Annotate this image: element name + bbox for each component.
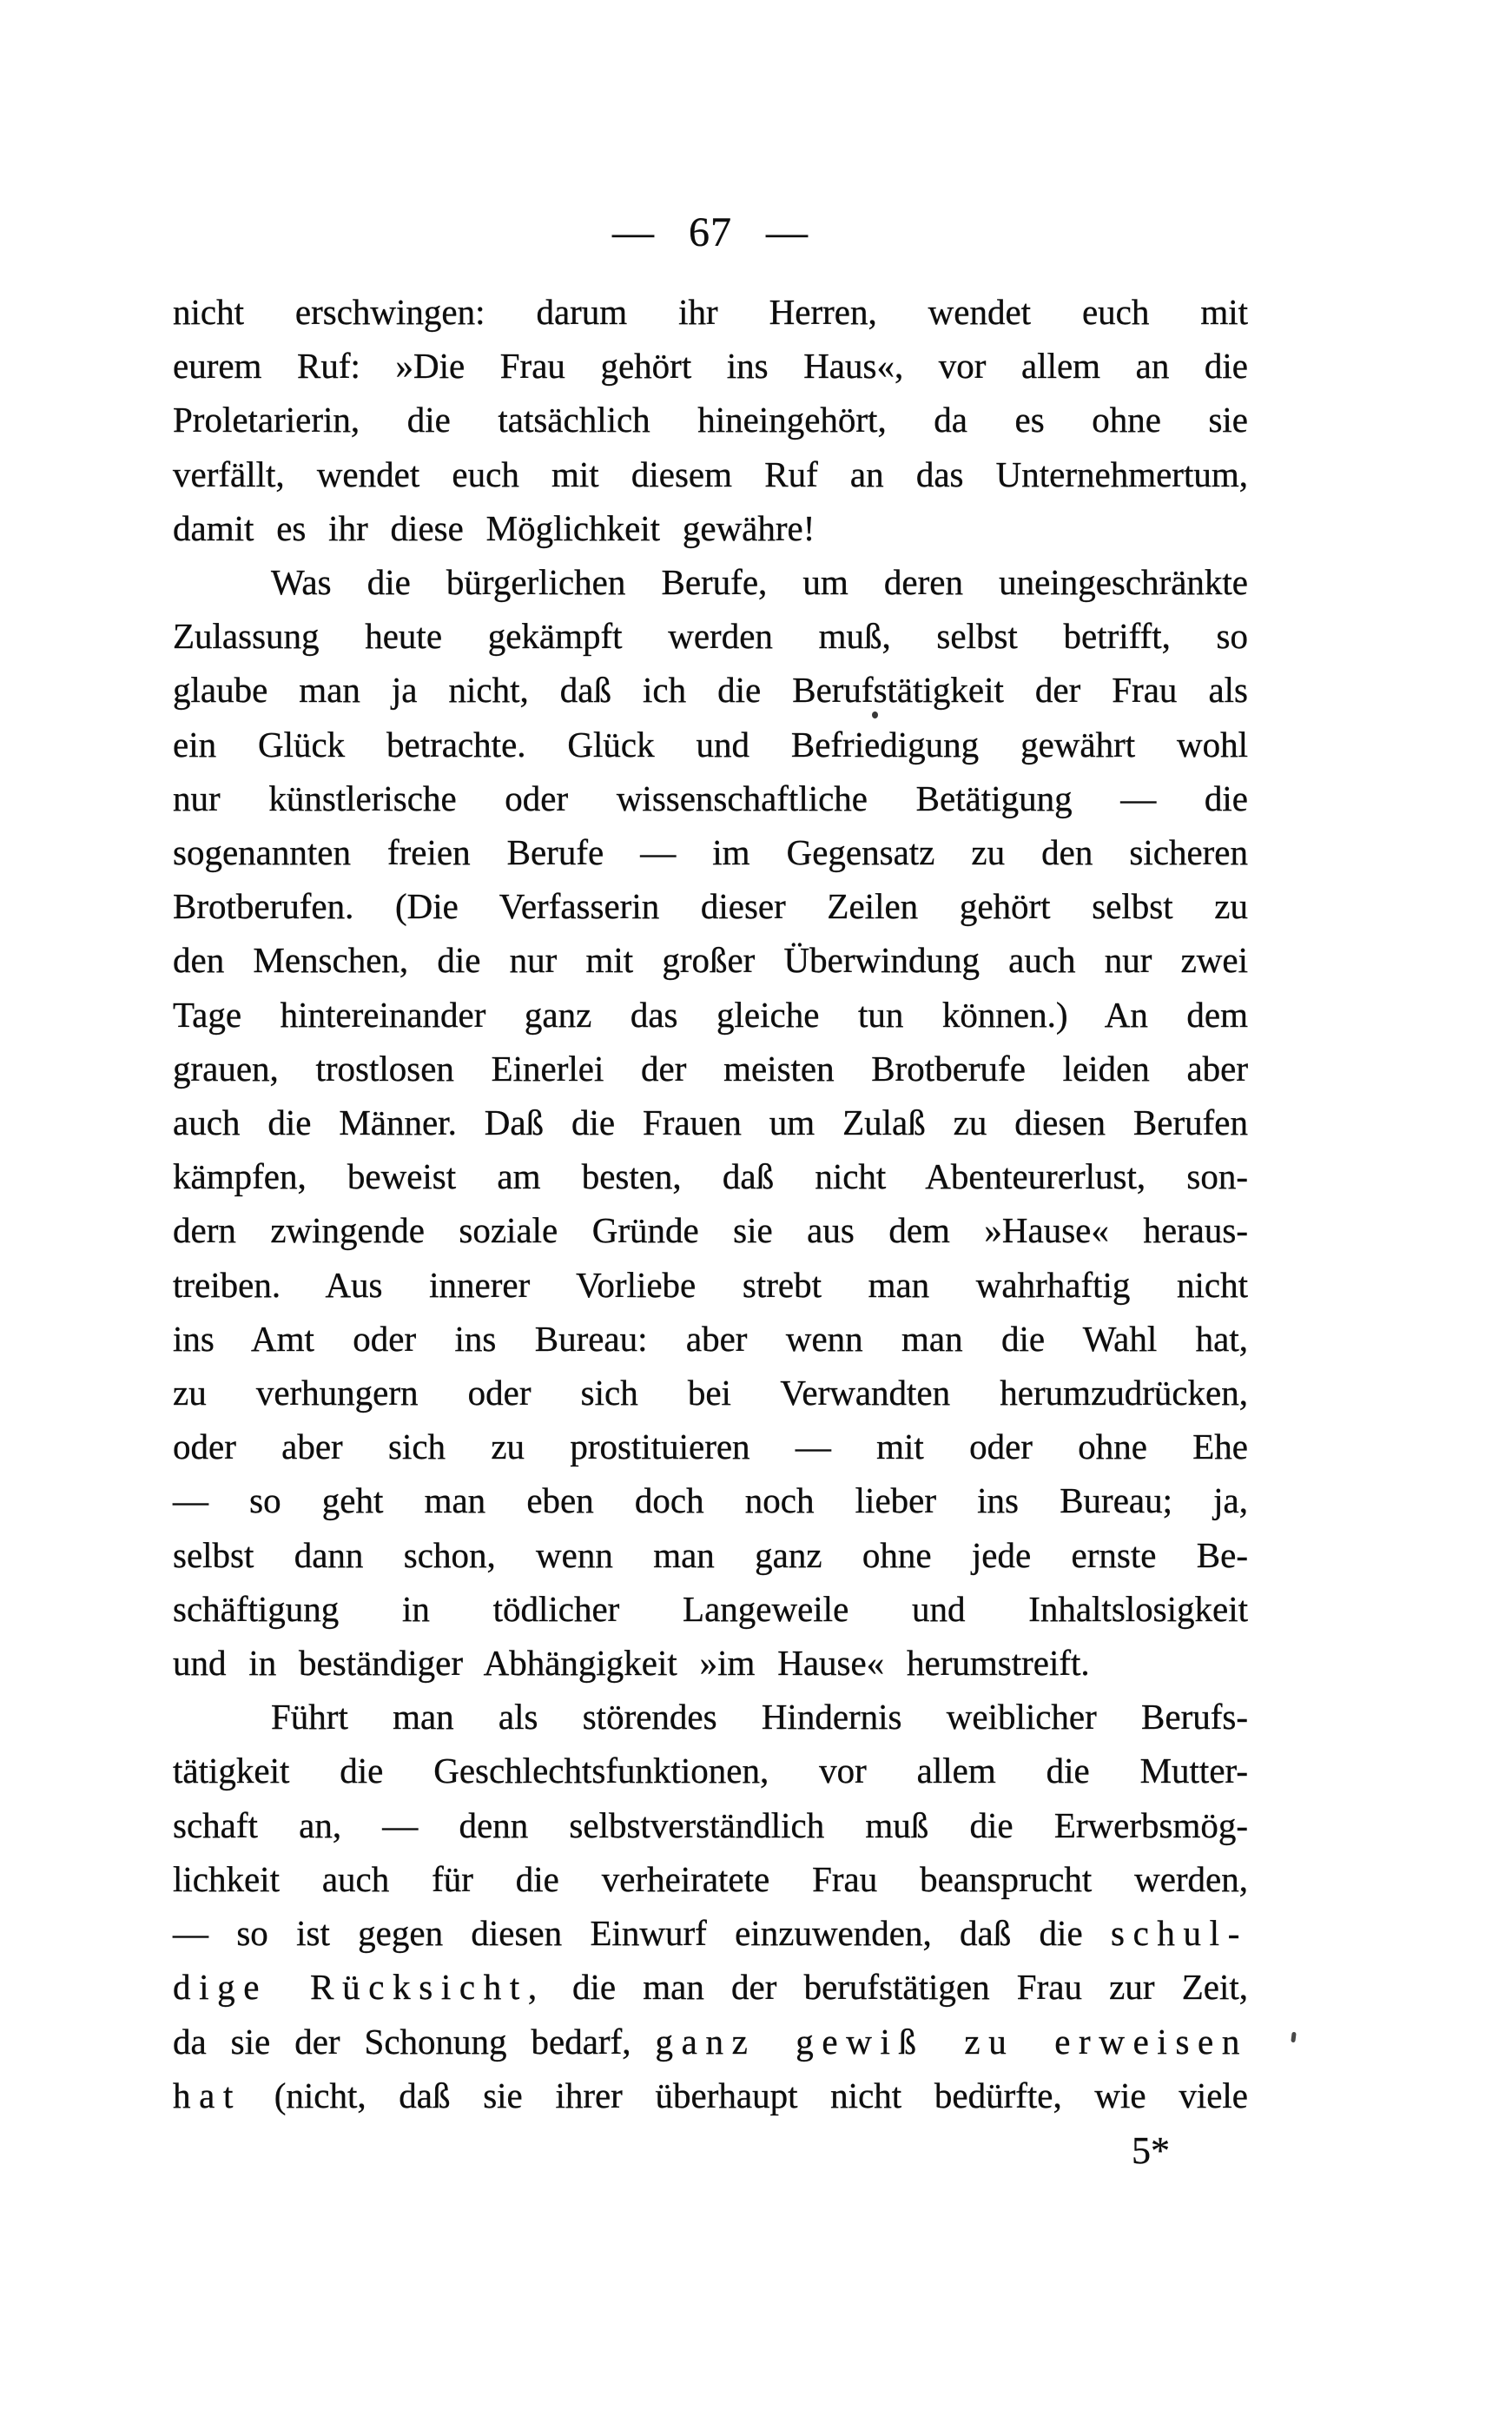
text-line bbox=[173, 1258, 1248, 1312]
text-line bbox=[173, 1042, 1248, 1095]
text-line bbox=[173, 718, 1248, 771]
text-line bbox=[173, 285, 1248, 339]
scan-artifact-mark bbox=[1291, 2032, 1296, 2043]
text-segment: nicht erschwingen: darum ihr Herren, wendet euch mit bbox=[173, 292, 1248, 332]
text-line bbox=[173, 339, 1248, 393]
text-segment: tätigkeit die Geschlechtsfunktionen, vor allem die Mutter- bbox=[173, 1751, 1248, 1791]
text-line bbox=[173, 1420, 1248, 1473]
text-line bbox=[173, 1312, 1248, 1366]
text-line bbox=[173, 771, 1248, 825]
text-segment: ins Amt oder ins Bureau: aber wenn man die Wahl hat, bbox=[173, 1318, 1248, 1359]
text-segment: damit es ihr diese Möglichkeit gewähre! bbox=[173, 507, 815, 548]
text-line bbox=[173, 609, 1248, 663]
text-segment: treiben. Aus innerer Vorliebe strebt man wahrhaftig nicht bbox=[173, 1264, 1248, 1305]
text-segment: da sie der Schonung bedarf, bbox=[173, 2021, 656, 2062]
text-segment: und in beständiger Abhängigkeit »im Hause« herumstreift. bbox=[173, 1643, 1090, 1684]
text-segment: Brotberufen. (Die Verfasserin dieser Zeilen gehört selbst zu bbox=[173, 886, 1248, 927]
text-line bbox=[173, 879, 1248, 933]
text-line bbox=[173, 988, 1248, 1042]
text-line bbox=[173, 501, 1248, 555]
text-line bbox=[173, 1203, 1248, 1257]
printers-signature-mark: 5* bbox=[1132, 2129, 1170, 2172]
text-segment: lichkeit auch für die verheiratete Frau beansprucht werden, bbox=[173, 1858, 1248, 1899]
text-line bbox=[173, 1906, 1248, 1960]
letterspaced-emphasis: hat bbox=[173, 2075, 241, 2115]
text-segment: dern zwingende soziale Gründe sie aus dem »Hause« heraus- bbox=[173, 1210, 1248, 1251]
text-segment: — so ist gegen diesen Einwurf einzuwenden, daß die bbox=[173, 1913, 1111, 1954]
text-segment: Proletarierin, die tatsächlich hineingehört, da es ohne sie bbox=[173, 400, 1248, 440]
text-segment: sogenannten freien Berufe — im Gegensatz zu den sicheren bbox=[173, 832, 1248, 873]
text-segment: nur künstlerische oder wissenschaftliche Betätigung — die bbox=[173, 778, 1248, 818]
text-line bbox=[173, 1960, 1248, 2014]
text-line bbox=[173, 1690, 1248, 1744]
text-segment: oder aber sich zu prostituieren — mit oder ohne Ehe bbox=[173, 1426, 1248, 1467]
text-line bbox=[173, 1149, 1248, 1203]
text-line bbox=[173, 1528, 1248, 1582]
text-segment: ein Glück betrachte. Glück und Befriedigung gewährt wohl bbox=[173, 724, 1248, 765]
letterspaced-emphasis: dige Rücksicht, bbox=[173, 1967, 545, 2008]
body-text-block bbox=[173, 285, 1248, 2122]
text-segment: selbst dann schon, wenn man ganz ohne jede ernste Be- bbox=[173, 1534, 1248, 1575]
text-segment: zu verhungern oder sich bei Verwandten herumzudrücken, bbox=[173, 1373, 1248, 1413]
page-number-folio: — 67 — bbox=[612, 209, 809, 255]
text-line bbox=[173, 1744, 1248, 1797]
text-segment: schäftigung in tödlicher Langeweile und Inhaltslosigkeit bbox=[173, 1588, 1248, 1629]
letterspaced-emphasis: schul- bbox=[1110, 1913, 1248, 1954]
text-line bbox=[173, 2068, 1248, 2122]
text-line bbox=[173, 1095, 1248, 1149]
text-segment: Was die bürgerlichen Berufe, um deren uneingeschränkte bbox=[271, 562, 1248, 603]
text-segment: Zulassung heute gekämpft werden muß, selbst betrifft, so bbox=[173, 616, 1248, 657]
text-segment: — so geht man eben doch noch lieber ins Bureau; ja, bbox=[173, 1480, 1248, 1521]
text-segment: den Menschen, die nur mit großer Überwindung auch nur zwei bbox=[173, 940, 1248, 981]
text-line bbox=[173, 447, 1248, 501]
text-line bbox=[173, 663, 1248, 717]
text-line bbox=[173, 933, 1248, 987]
text-line bbox=[173, 393, 1248, 447]
text-segment: glaube man ja nicht, daß ich die Berufstätigkeit der Frau als bbox=[173, 670, 1248, 711]
text-segment: die man der berufstätigen Frau zur Zeit, bbox=[545, 1967, 1248, 2008]
text-line bbox=[173, 825, 1248, 879]
text-segment: grauen, trostlosen Einerlei der meisten Brotberufe leiden aber bbox=[173, 1048, 1248, 1089]
scan-artifact-dot bbox=[872, 712, 878, 718]
text-line bbox=[173, 1852, 1248, 1906]
text-line bbox=[173, 1366, 1248, 1420]
text-line bbox=[173, 1582, 1248, 1636]
text-line bbox=[173, 1798, 1248, 1852]
text-segment: (nicht, daß sie ihrer überhaupt nicht bedürfte, wie viele bbox=[241, 2075, 1248, 2115]
text-segment: kämpfen, beweist am besten, daß nicht Abenteurerlust, son- bbox=[173, 1156, 1248, 1197]
text-segment: Führt man als störendes Hindernis weiblicher Berufs- bbox=[271, 1697, 1248, 1738]
text-segment: verfällt, wendet euch mit diesem Ruf an das Unternehmertum, bbox=[173, 453, 1248, 494]
letterspaced-emphasis: ganz gewiß zu erweisen bbox=[655, 2021, 1249, 2062]
text-line bbox=[173, 2015, 1248, 2068]
text-line bbox=[173, 555, 1248, 609]
text-segment: auch die Männer. Daß die Frauen um Zulaß zu diesen Berufen bbox=[173, 1102, 1248, 1143]
text-segment: schaft an, — denn selbstverständlich muß die Erwerbsmög- bbox=[173, 1804, 1248, 1845]
text-line bbox=[173, 1636, 1248, 1690]
text-line bbox=[173, 1473, 1248, 1527]
text-segment: Tage hintereinander ganz das gleiche tun können.) An dem bbox=[173, 994, 1248, 1035]
text-segment: eurem Ruf: »Die Frau gehört ins Haus«, vor allem an die bbox=[173, 346, 1248, 387]
